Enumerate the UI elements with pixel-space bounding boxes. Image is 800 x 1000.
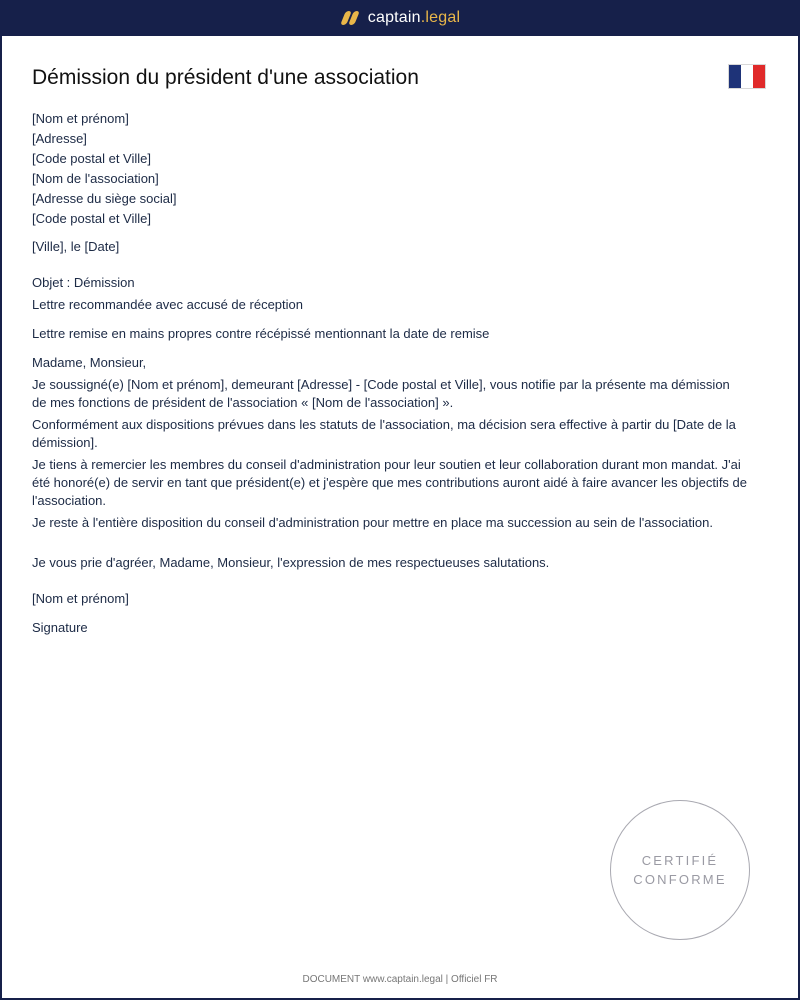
certified-stamp [610, 800, 750, 940]
delivery-hand: Lettre remise en mains propres contre récépissé mentionnant la date de remise [32, 326, 490, 341]
document-page [2, 36, 798, 998]
address-line: [Code postal et Ville] [32, 151, 151, 166]
address-line: [Nom et prénom] [32, 111, 129, 126]
signer-name: [Nom et prénom] [32, 591, 129, 606]
salutation: Madame, Monsieur, [32, 355, 147, 370]
address-line: [Code postal et Ville] [32, 211, 151, 226]
signature-label: Signature [32, 620, 88, 635]
date-line: [Ville], le [Date] [32, 239, 120, 254]
paragraph: Je reste à l'entière disposition du conseil d'administration pour mettre en place ma succession au sein de l'association. [32, 515, 713, 530]
france-flag-icon [728, 64, 766, 89]
paragraph: Conformément aux dispositions prévues dans les statuts de l'association, ma décision sera effective à partir du [Date de la démission]. [32, 417, 736, 450]
object-line: Objet : Démission [32, 275, 135, 290]
address-line: [Adresse du siège social] [32, 191, 177, 206]
brand-logo[interactable] [340, 9, 460, 27]
address-block [32, 109, 177, 229]
document-title: Démission du président d'une association [32, 66, 419, 89]
footer-text: DOCUMENT www.captain.legal | Officiel FR [302, 974, 498, 985]
delivery-registered: Lettre recommandée avec accusé de réception [32, 297, 303, 312]
address-line: [Adresse] [32, 131, 87, 146]
stamp-line: CERTIFIÉ [641, 853, 719, 868]
paragraph: Je tiens à remercier les membres du conseil d'administration pour leur soutien et leur collaboration durant mon mandat. J'ai été honoré(e) de servir en tant que président(e) et j'espère que mes contributions auront aidé à faire avancer les objectifs de l'association. [32, 457, 748, 508]
brand-name: captain.legal [367, 9, 461, 26]
address-line: [Nom de l'association] [32, 171, 159, 186]
paragraph: Je soussigné(e) [Nom et prénom], demeurant [Adresse] - [Code postal et Ville], vous notifie par la présente ma démission de mes fonctions de président de l'association « [Nom de l'association] ». [32, 377, 730, 410]
paragraph: Je vous prie d'agréer, Madame, Monsieur, l'expression de mes respectueuses salutations. [32, 555, 550, 570]
brand-logo-icon [340, 10, 360, 26]
top-bar [0, 0, 800, 36]
stamp-line: CONFORME [633, 872, 727, 887]
